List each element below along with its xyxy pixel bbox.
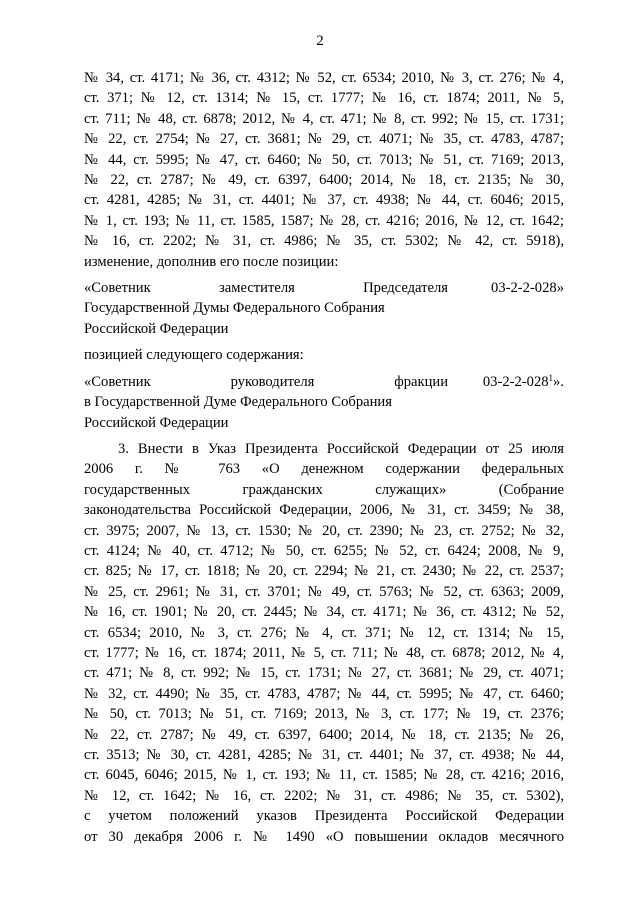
text-line: № 12, ст. 1642; № 16, ст. 2202; № 31, ст. 4986; № 35, ст. 5302),: [84, 787, 564, 804]
position-code-superscript: 1: [548, 372, 554, 383]
text-line: № 16, ст. 2202; № 31, ст. 4986; № 35, ст. 5302; № 42, ст. 5918),: [84, 233, 564, 250]
position-entry-deputy-chairman-advisor: [84, 278, 564, 339]
text-line: ст. 6045, 6046; 2015, № 1, ст. 193; № 11, ст. 1585; № 28, ст. 4216; 2016,: [84, 767, 564, 784]
position-code-tail: ».: [553, 373, 564, 390]
position-title-line: Российской Федерации: [84, 414, 229, 431]
text-line: изменение, дополнив его после позиции:: [84, 253, 339, 270]
position-code: [483, 372, 564, 392]
position-title-line: «Советник руководителя фракции: [84, 373, 448, 390]
text-line: 2006 г. № 763 «О денежном содержании федеральных: [84, 461, 564, 478]
text-line: № 25, ст. 2961; № 31, ст. 3701; № 49, ст. 5763; № 52, ст. 6363; 2009,: [84, 583, 564, 600]
position-title-line: в Государственной Думе Федерального Собрания: [84, 394, 392, 411]
document-body: [84, 68, 564, 847]
text-line: ст. 711; № 48, ст. 6878; 2012, № 4, ст. 471; № 8, ст. 992; № 15, ст. 1731;: [84, 110, 564, 127]
text-line: от 30 декабря 2006 г. № 1490 «О повышении окладов месячного: [84, 828, 564, 845]
text-line: законодательства Российской Федерации, 2006, № 31, ст. 3459; № 38,: [84, 502, 564, 519]
page-number: 2: [316, 33, 324, 49]
text-line: № 22, ст. 2787; № 49, ст. 6397, 6400; 2014, № 18, ст. 2135; № 30,: [84, 172, 564, 189]
position-entry-faction-head-advisor: [84, 372, 564, 433]
text-line: № 32, ст. 4490; № 35, ст. 4783, 4787; № 44, ст. 5995; № 47, ст. 6460;: [84, 685, 564, 702]
position-code: 03-2-2-028»: [491, 280, 564, 297]
text-line: ст. 4124; № 40, ст. 4712; № 50, ст. 6255; № 52, ст. 6424; 2008, № 9,: [84, 542, 564, 559]
paragraph-amendment-list: [84, 68, 564, 272]
text-line: государственных гражданских служащих» (Собрание: [84, 481, 564, 498]
position-title-line: «Советник заместителя Председателя: [84, 280, 448, 297]
text-line: № 44, ст. 5995; № 47, ст. 6460; № 50, ст. 7013; № 51, ст. 7169; 2013,: [84, 151, 564, 168]
text-line: № 16, ст. 1901; № 20, ст. 2445; № 34, ст. 4171; № 36, ст. 4312; № 52,: [84, 604, 564, 621]
text-line: № 1, ст. 193; № 11, ст. 1585, 1587; № 28, ст. 4216; 2016, № 12, ст. 1642;: [84, 212, 564, 229]
text-line: № 50, ст. 7013; № 51, ст. 7169; 2013, № 3, ст. 177; № 19, ст. 2376;: [84, 706, 564, 723]
text-line: ст. 371; № 12, ст. 1314; № 15, ст. 1777; № 16, ст. 1874; 2011, № 5,: [84, 90, 564, 107]
text-line: № 34, ст. 4171; № 36, ст. 4312; № 52, ст. 6534; 2010, № 3, ст. 276; № 4,: [84, 70, 564, 86]
text-line: ст. 6534; 2010, № 3, ст. 276; № 4, ст. 371; № 12, ст. 1314; № 15,: [84, 624, 564, 641]
text-line: № 22, ст. 2787; № 49, ст. 6397, 6400; 2014, № 18, ст. 2135; № 26,: [84, 726, 564, 743]
text-line: ст. 3975; 2007, № 13, ст. 1530; № 20, ст. 2390; № 23, ст. 2752; № 32,: [84, 522, 564, 539]
position-intro: позицией следующего содержания:: [84, 347, 304, 364]
text-line: ст. 471; № 8, ст. 992; № 15, ст. 1731; № 27, ст. 3681; № 29, ст. 4071;: [84, 665, 564, 682]
text-line: с учетом положений указов Президента Российской Федерации: [84, 808, 564, 825]
text-line: ст. 1777; № 16, ст. 1874; 2011, № 5, ст. 711; № 48, ст. 6878; 2012, № 4,: [84, 644, 564, 661]
text-line: ст. 3513; № 30, ст. 4281, 4285; № 31, ст. 4401; № 37, ст. 4938; № 44,: [84, 747, 564, 763]
paragraph-3: [84, 439, 564, 847]
text-line: 3. Внести в Указ Президента Российской Федерации от 25 июля: [118, 440, 564, 457]
position-code-main: 03-2-2-028: [482, 373, 549, 390]
position-title-line: Российской Федерации: [84, 320, 229, 337]
text-line: ст. 825; № 17, ст. 1818; № 20, ст. 2294; № 21, ст. 2430; № 22, ст. 2537;: [84, 563, 564, 580]
text-line: № 22, ст. 2754; № 27, ст. 3681; № 29, ст. 4071; № 35, ст. 4783, 4787;: [84, 131, 564, 148]
text-line: ст. 4281, 4285; № 31, ст. 4401; № 37, ст. 4938; № 44, ст. 6046; 2015,: [84, 192, 564, 209]
position-title-line: Государственной Думы Федерального Собрания: [84, 300, 385, 317]
